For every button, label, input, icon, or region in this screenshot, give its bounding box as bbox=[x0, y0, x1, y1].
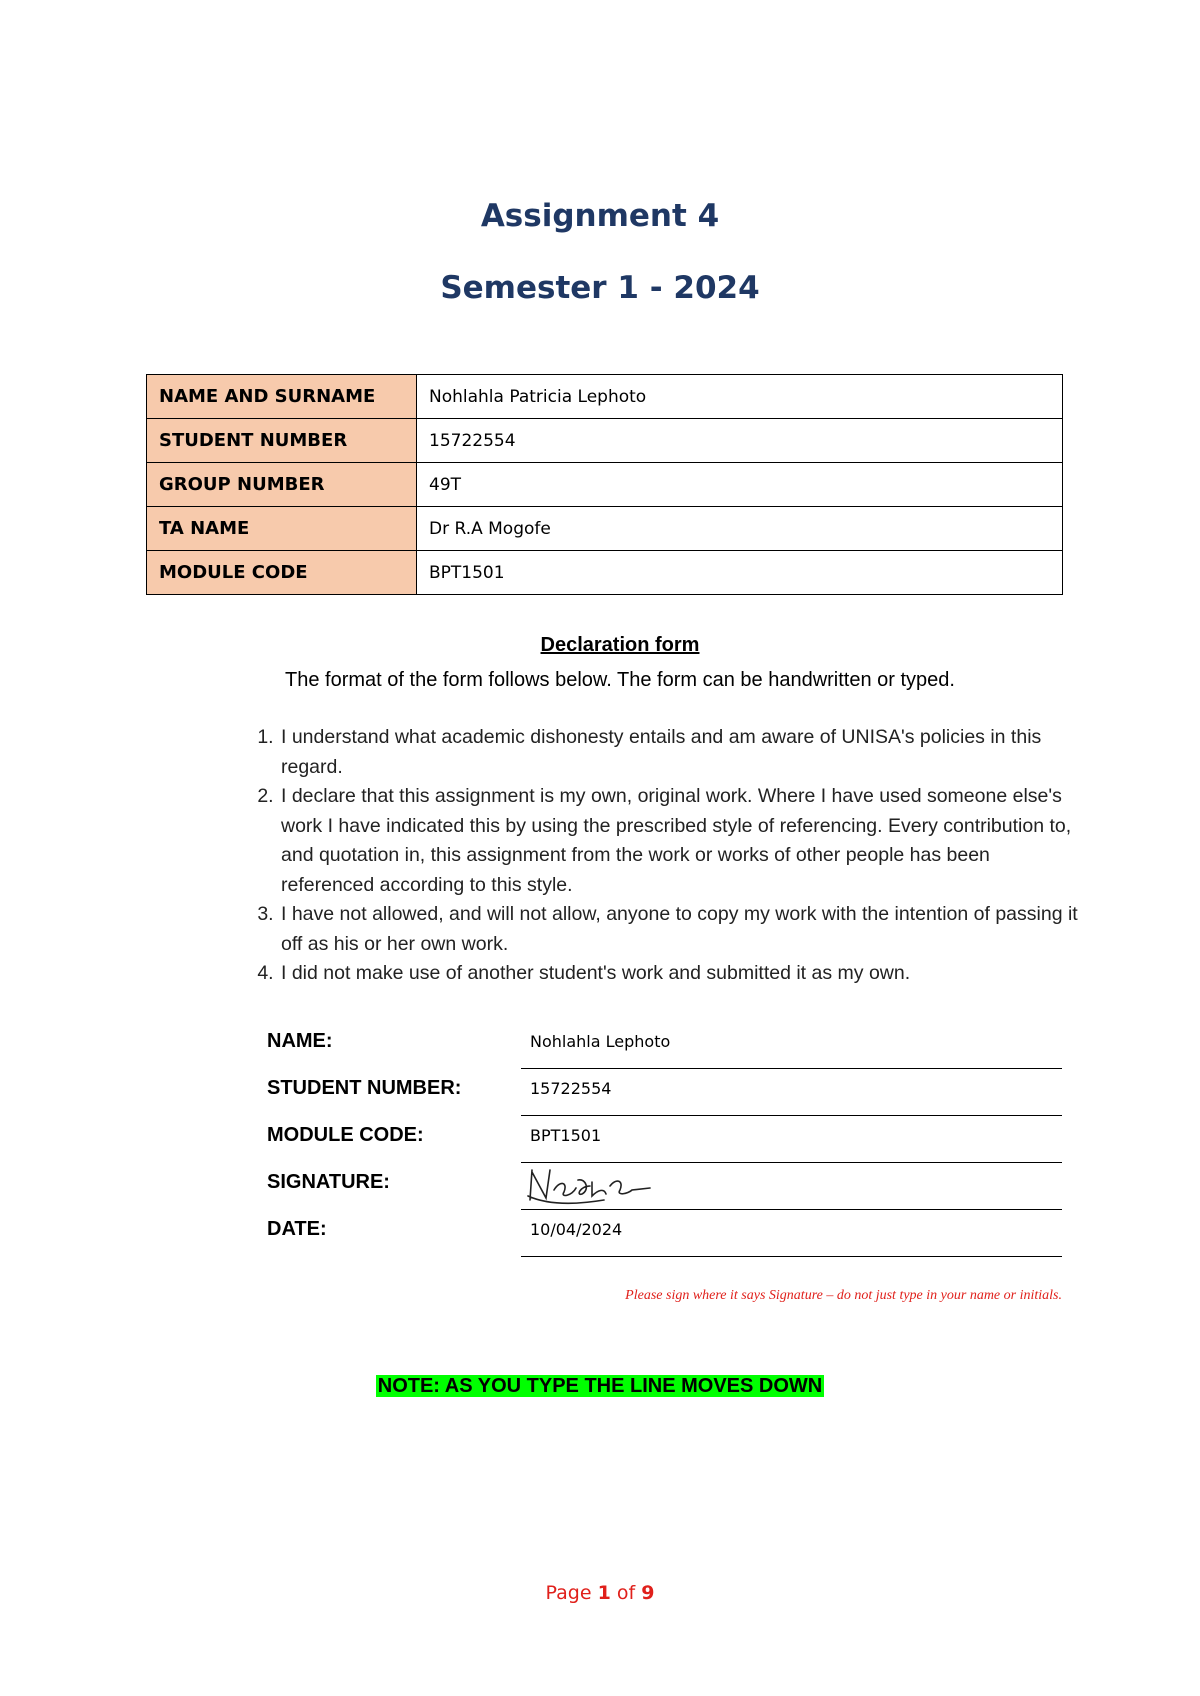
page-current: 1 bbox=[597, 1582, 611, 1604]
table-row bbox=[147, 507, 1063, 551]
signature-instruction: Please sign where it says Signature – do not just type in your name or initials. bbox=[625, 1288, 1062, 1303]
info-value: Nohlahla Patricia Lephoto bbox=[417, 375, 1063, 419]
info-value: 15722554 bbox=[417, 419, 1063, 463]
student-info-table bbox=[146, 374, 1063, 595]
form-line bbox=[521, 1068, 1062, 1069]
declaration-item: 1. I understand what academic dishonesty entails and am aware of UNISA's policies in this regard. bbox=[279, 723, 1079, 782]
table-row bbox=[147, 551, 1063, 595]
info-label: TA NAME bbox=[147, 507, 417, 551]
form-line bbox=[521, 1256, 1062, 1257]
info-label: MODULE CODE bbox=[147, 551, 417, 595]
info-label: NAME AND SURNAME bbox=[147, 375, 417, 419]
form-row-module-code bbox=[267, 1124, 1062, 1170]
declaration-item: 4. I did not make use of another student's work and submitted it as my own. bbox=[279, 959, 1079, 989]
student-number-value: 15722554 bbox=[530, 1079, 612, 1098]
table-row bbox=[147, 375, 1063, 419]
module-code-label: MODULE CODE: bbox=[267, 1124, 424, 1146]
declaration-heading: Declaration form bbox=[540, 634, 700, 656]
date-label: DATE: bbox=[267, 1218, 327, 1240]
form-row-name bbox=[267, 1030, 1062, 1076]
student-number-label: STUDENT NUMBER: bbox=[267, 1077, 462, 1099]
page-footer bbox=[0, 1582, 1200, 1604]
form-row-signature bbox=[267, 1171, 1062, 1217]
document-subtitle: Semester 1 - 2024 bbox=[440, 270, 760, 306]
highlight-note-wrap bbox=[0, 1375, 1200, 1398]
form-line bbox=[521, 1115, 1062, 1116]
info-label: GROUP NUMBER bbox=[147, 463, 417, 507]
info-value: BPT1501 bbox=[417, 551, 1063, 595]
declaration-item: 3. I have not allowed, and will not allow, anyone to copy my work with the intention of passing it off as his or her own work. bbox=[279, 900, 1079, 959]
module-code-value: BPT1501 bbox=[530, 1126, 602, 1145]
name-value: Nohlahla Lephoto bbox=[530, 1032, 671, 1051]
highlight-note: NOTE: AS YOU TYPE THE LINE MOVES DOWN bbox=[377, 1375, 823, 1397]
signature-label: SIGNATURE: bbox=[267, 1171, 390, 1193]
info-label: STUDENT NUMBER bbox=[147, 419, 417, 463]
table-row bbox=[147, 419, 1063, 463]
declaration-list bbox=[254, 723, 1079, 989]
table-row bbox=[147, 463, 1063, 507]
declaration-intro: The format of the form follows below. The form can be handwritten or typed. bbox=[285, 669, 955, 691]
form-row-student-number bbox=[267, 1077, 1062, 1123]
declaration-item: 2. I declare that this assignment is my own, original work. Where I have used someone else's work I have indicated this by using the prescribed style of referencing. Every contribution to, and quotation in, this assignment from the work or works of other people has been referenced according to this style. bbox=[279, 782, 1079, 900]
form-row-date bbox=[267, 1218, 1062, 1264]
name-label: NAME: bbox=[267, 1030, 333, 1052]
of-word: of bbox=[616, 1582, 636, 1604]
page-total: 9 bbox=[641, 1582, 655, 1604]
info-value: Dr R.A Mogofe bbox=[417, 507, 1063, 551]
info-value: 49T bbox=[417, 463, 1063, 507]
page-word: Page bbox=[545, 1582, 592, 1604]
document-title: Assignment 4 bbox=[480, 198, 720, 234]
date-value: 10/04/2024 bbox=[530, 1220, 623, 1239]
handwritten-signature bbox=[520, 1160, 660, 1210]
